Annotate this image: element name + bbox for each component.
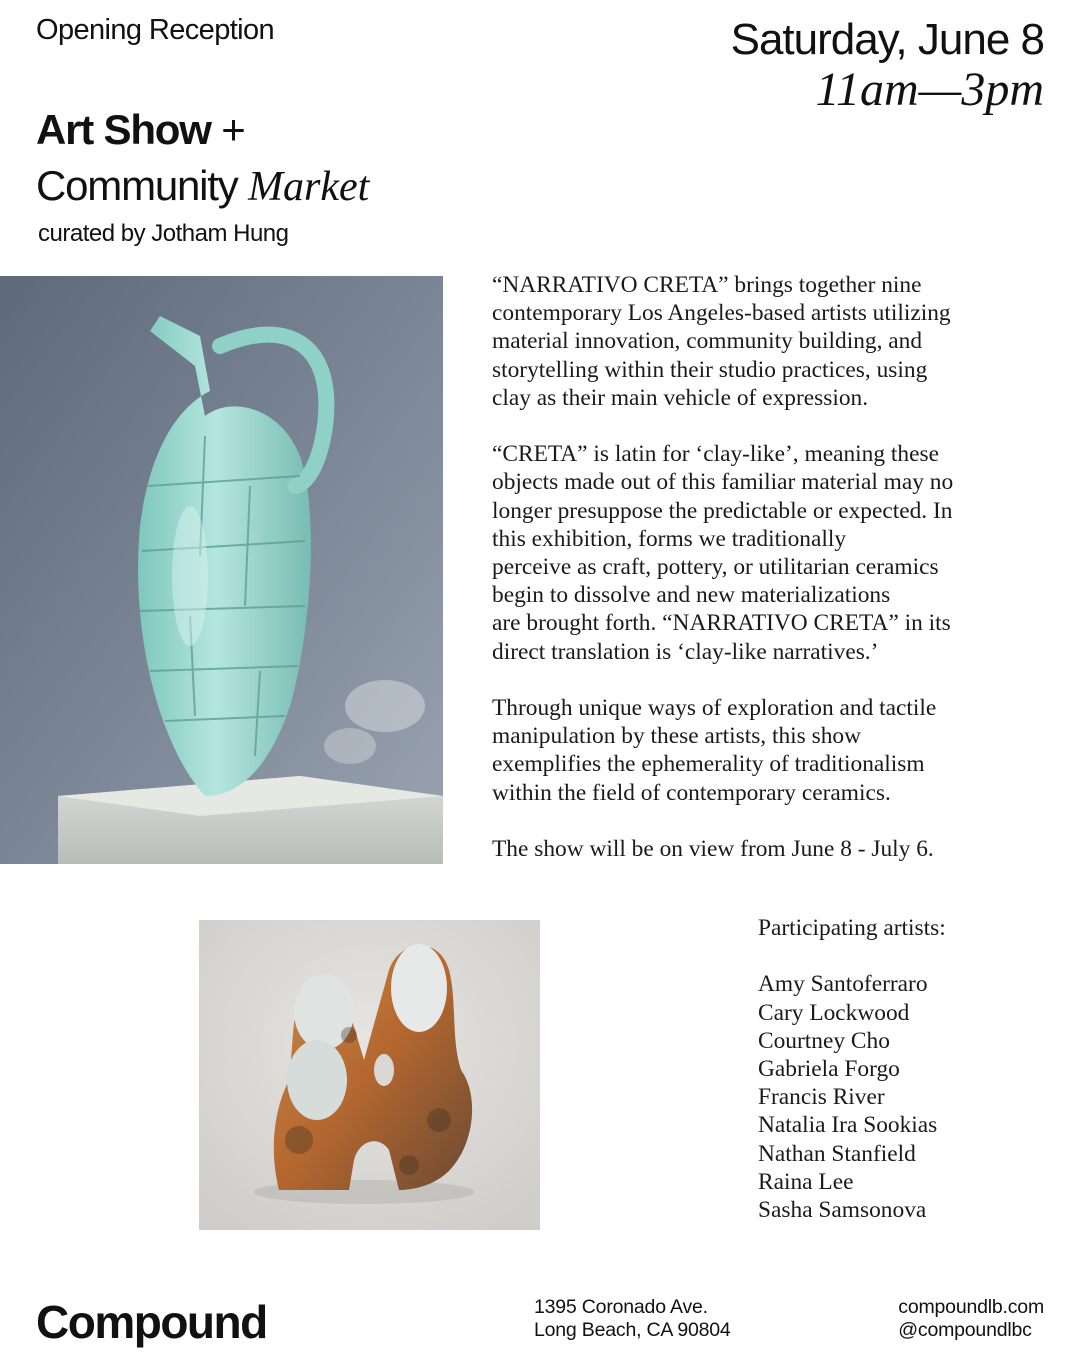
title-community: Community	[36, 162, 249, 209]
curator-credit: curated by Jotham Hung	[38, 220, 289, 247]
event-type-label: Opening Reception	[36, 14, 275, 46]
artist-name: Sasha Samsonova	[758, 1197, 927, 1224]
artist-name: Natalia Ira Sookias	[758, 1112, 938, 1139]
description-paragraph: The show will be on view from June 8 - July 6.	[492, 836, 934, 863]
event-time: 11am—3pm	[815, 63, 1044, 116]
ceramic-vessel-image	[0, 276, 443, 864]
contact-info	[898, 1296, 1044, 1342]
title-art-show: Art Show	[36, 106, 211, 153]
artist-name: Nathan Stanfield	[758, 1140, 916, 1167]
artist-name: Gabriela Forgo	[758, 1056, 900, 1082]
title-plus: +	[210, 106, 245, 153]
artists-section	[758, 914, 1058, 1224]
venue-address	[534, 1296, 731, 1342]
compound-logo: Compound	[36, 1296, 267, 1348]
title-market: Market	[248, 164, 370, 210]
artist-name: Raina Lee	[758, 1168, 854, 1195]
address-street: 1395 Coronado Ave.	[534, 1296, 708, 1318]
artist-name: Courtney Cho	[758, 1027, 890, 1054]
artist-name: Amy Santoferraro	[758, 971, 928, 998]
description-paragraph: “CRETA” is latin for ‘clay-like’, meaning these objects made out of this familiar material may no longer presuppose the predictable or expected. In this exhibition, forms we traditionally perceive as craft, pottery, or utilitarian ceramics begin to dissolve and new materializations are brought forth. “NARRATIVO CRETA” in its direct translation is ‘clay-like narratives.’	[492, 441, 954, 665]
event-date: Saturday, June 8	[730, 15, 1044, 64]
artists-list	[758, 970, 1058, 1224]
artist-name: Francis River	[758, 1084, 885, 1111]
title-line-1	[36, 104, 245, 156]
social-handle-link[interactable]: @compoundlbc	[898, 1319, 1032, 1341]
ceramic-sculpture-image	[199, 920, 540, 1230]
website-link[interactable]: compoundlb.com	[898, 1296, 1044, 1318]
description-paragraph: Through unique ways of exploration and tactile manipulation by these artists, this show exemplifies the ephemerality of traditionalism within the field of contemporary ceramics.	[492, 695, 937, 806]
address-city: Long Beach, CA 90804	[534, 1319, 731, 1341]
artist-name: Cary Lockwood	[758, 999, 910, 1026]
title-line-2	[36, 160, 369, 213]
artists-heading: Participating artists:	[758, 915, 946, 941]
description-paragraph: “NARRATIVO CRETA” brings together nine contemporary Los Angeles-based artists utilizing material innovation, community building, and storytelling within their studio practices, using clay as their main vehicle of expression.	[492, 272, 951, 411]
exhibition-description	[492, 271, 1052, 891]
